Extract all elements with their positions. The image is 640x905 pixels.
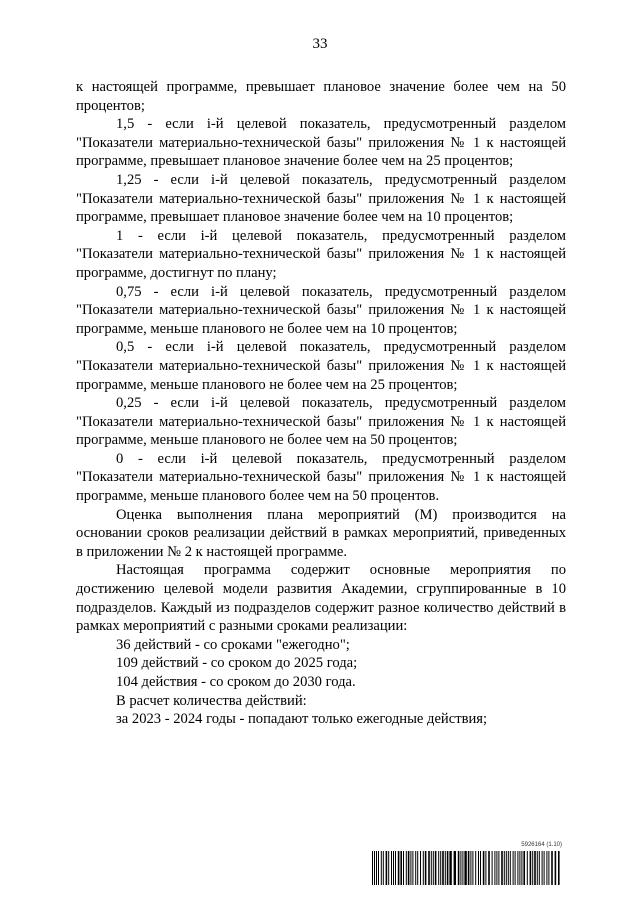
paragraph: за 2023 - 2024 годы - попадают только ежегодные действия; [116,711,488,728]
paragraph: 0 - если i-й целевой показатель, предусмотренный разделом "Показатели материально-технической базы" приложения № 1 к настоящей программе, меньше планового более чем на 50 процентов. [76,450,566,505]
paragraph: 0,75 - если i-й целевой показатель, предусмотренный разделом "Показатели материально-технической базы" приложения № 1 к настоящей программе, меньше планового не более чем на 10 процентов; [76,283,566,337]
document-body [76,78,566,729]
page-number: 33 [312,36,328,52]
paragraph: 109 действий - со сроком до 2025 года; [116,655,358,672]
paragraph: 1 - если i-й целевой показатель, предусмотренный разделом "Показатели материально-технической базы" приложения № 1 к настоящей программе, достигнут по плану; [76,227,566,281]
barcode-caption: 5926164 (1.10) [521,842,562,848]
paragraph: Настоящая программа содержит основные мероприятия по достижению целевой модели развития Академии, сгруппированные в 10 подразделов. Каждый из подразделов содержит разное количество действий в рамках мероприятий с разными сроками реализации: [76,562,566,635]
paragraph: В расчет количества действий: [116,692,307,709]
paragraph: 0,25 - если i-й целевой показатель, предусмотренный разделом "Показатели материально-технической базы" приложения № 1 к настоящей программе, меньше планового не более чем на 50 процентов; [76,395,566,449]
paragraph: 104 действия - со сроком до 2030 года. [116,674,356,690]
paragraph: к настоящей программе, превышает плановое значение более чем на 50 процентов; [76,79,566,114]
paragraph: 1,5 - если i-й целевой показатель, предусмотренный разделом "Показатели материально-технической базы" приложения № 1 к настоящей программе, превышает плановое значение более чем на 25 процентов; [76,116,566,170]
paragraph: Оценка выполнения плана мероприятий (M) производится на основании сроков реализации действий в рамках мероприятий, приведенных в приложении № 2 к настоящей программе. [76,506,566,560]
paragraph: 0,5 - если i-й целевой показатель, предусмотренный разделом "Показатели материально-технической базы" приложения № 1 к настоящей программе, меньше планового не более чем на 25 процентов; [76,339,566,393]
paragraph: 36 действий - со сроками "ежегодно"; [116,636,350,653]
paragraph: 1,25 - если i-й целевой показатель, предусмотренный разделом "Показатели материально-технической базы" приложения № 1 к настоящей программе, превышает плановое значение более чем на 10 процентов; [76,171,566,226]
barcode-block [372,842,562,888]
barcode-icon [372,851,562,885]
